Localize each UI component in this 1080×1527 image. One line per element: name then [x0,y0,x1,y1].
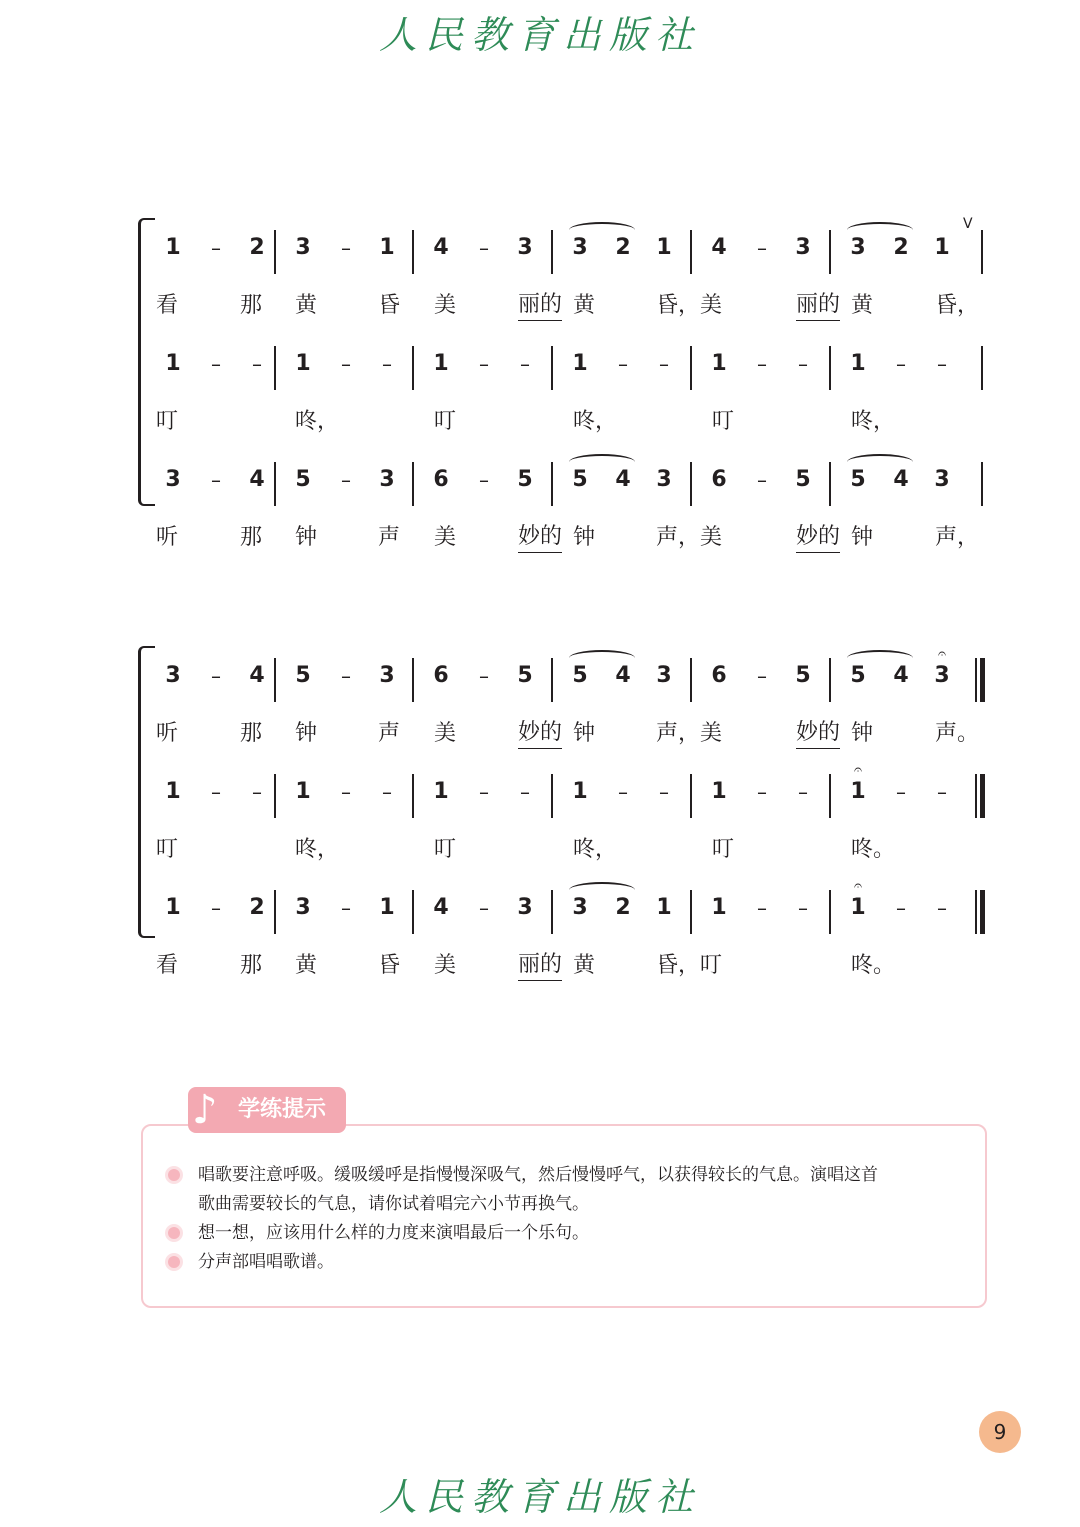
sustain-dash: – [382,780,392,804]
lyric-syllable: 妙的 [518,718,562,749]
lyric-syllable: 钟 [573,525,596,550]
lyric-syllable: 叮 [712,837,735,862]
note-number: 1 [165,779,181,804]
lyric-syllable: 咚， [295,409,340,434]
slur-tie [569,882,635,898]
lyric-syllable: 黄 [573,953,596,978]
note-number: 2 [615,235,631,260]
voice-2-notes [156,762,992,812]
sustain-dash: – [757,352,767,376]
final-barline [975,658,986,702]
lyric-syllable: 声 [378,721,401,746]
barline [274,462,276,506]
note-number: 5 [295,467,311,492]
note-number: 4 [711,235,727,260]
lyric-syllable: 昏 [378,953,401,978]
sustain-dash: – [896,780,906,804]
voice-1-notes [156,646,992,696]
lyric-syllable: 咚， [295,837,340,862]
lyric-syllable: 那 [240,953,263,978]
note-number: 3 [379,663,395,688]
tip-item-continued: 歌曲需要较长的气息，请你试着唱完六小节再换气。 [198,1194,589,1214]
sustain-dash: – [757,468,767,492]
bullet-icon [168,1256,180,1268]
barline [829,774,831,818]
barline [412,890,414,934]
lyric-syllable: 声，美 [656,525,723,550]
barline [412,346,414,390]
slur-tie [847,650,913,666]
note-number: 4 [893,663,909,688]
lyric-syllable: 美 [434,953,457,978]
note-number: 3 [850,235,866,260]
publisher-watermark-top: 人民教育出版社 [378,13,701,57]
note-number: 3 [572,235,588,260]
tip-item: 分声部唱唱歌谱。 [198,1252,334,1272]
lyric-syllable: 叮 [156,837,179,862]
sustain-dash: – [757,896,767,920]
sustain-dash: – [211,236,221,260]
note-number: 3 [572,895,588,920]
lyric-syllable: 妙的 [518,522,562,553]
voice-2-lyrics [156,830,992,870]
lyric-syllable: 那 [240,525,263,550]
note-number: 3 [295,895,311,920]
sustain-dash: – [211,468,221,492]
lyric-syllable: 妙的 [796,718,840,749]
lyric-syllable: 声， [935,525,980,550]
sustain-dash: – [341,664,351,688]
lyric-syllable: 叮 [434,837,457,862]
barline [412,774,414,818]
lyric-syllable: 叮 [156,409,179,434]
sustain-dash: – [252,780,262,804]
note-number: 1 [656,895,672,920]
note-number: 6 [433,663,449,688]
note-number: 5 [517,663,533,688]
note-number: 4 [433,235,449,260]
barline [829,346,831,390]
barline [551,658,553,702]
sustain-dash: – [341,780,351,804]
sustain-dash: – [659,780,669,804]
note-number: 4 [615,467,631,492]
sustain-dash: – [479,896,489,920]
note-number: 5 [517,467,533,492]
note-number: 3 [656,467,672,492]
lyric-syllable: 美 [434,721,457,746]
lyric-syllable: 听 [156,525,179,550]
sustain-dash: – [618,352,628,376]
lyric-syllable: 丽的 [796,290,840,321]
sustain-dash: – [757,780,767,804]
sustain-dash: – [341,896,351,920]
lyric-syllable: 钟 [851,525,874,550]
lyric-syllable: 美 [434,293,457,318]
note-number: 3 [934,663,950,688]
barline [690,230,692,274]
sustain-dash: – [520,352,530,376]
sustain-dash: – [659,352,669,376]
note-number: 3 [165,467,181,492]
sustain-dash: – [341,352,351,376]
barline [274,346,276,390]
sustain-dash: – [757,664,767,688]
note-number: 3 [517,895,533,920]
slur-tie [569,454,635,470]
note-number: 5 [850,663,866,688]
note-number: 3 [656,663,672,688]
lyric-syllable: 看 [156,953,179,978]
barline [829,890,831,934]
note-number: 6 [433,467,449,492]
tip-item: 唱歌要注意呼吸。缓吸缓呼是指慢慢深吸气，然后慢慢呼气，以获得较长的气息。演唱这首 [198,1165,878,1185]
practice-tips-tab [188,1087,346,1133]
sustain-dash: – [896,896,906,920]
barline [829,658,831,702]
sustain-dash: – [757,236,767,260]
sustain-dash: – [479,664,489,688]
lyric-syllable: 咚， [573,409,618,434]
lyric-syllable: 咚。 [851,837,896,862]
barline [551,890,553,934]
barline [690,890,692,934]
note-number: 3 [165,663,181,688]
lyric-syllable: 声 [378,525,401,550]
voice-2-notes [156,344,992,384]
practice-tips-title: 学练提示 [238,1097,327,1122]
note-number: 5 [572,467,588,492]
barline [412,462,414,506]
lyric-syllable: 咚， [573,837,618,862]
note-number: 1 [572,779,588,804]
note-number: 5 [572,663,588,688]
barline [981,462,983,506]
fermata-icon: 𝄐 [854,878,862,894]
bullet-icon [168,1227,180,1239]
note-number: 1 [379,895,395,920]
note-number: 1 [433,779,449,804]
note-number: 5 [795,663,811,688]
lyric-syllable: 看 [156,293,179,318]
lyric-syllable: 昏，叮 [656,953,723,978]
note-number: 6 [711,663,727,688]
voice-3-notes [156,460,992,500]
lyric-syllable: 声。 [935,721,980,746]
note-number: 1 [850,895,866,920]
tip-item: 想一想，应该用什么样的力度来演唱最后一个乐句。 [198,1223,589,1243]
barline [551,230,553,274]
note-number: 3 [795,235,811,260]
barline [551,462,553,506]
slur-tie [569,222,635,238]
bullet-icon [168,1169,180,1181]
sustain-dash: – [382,352,392,376]
barline [981,346,983,390]
voice-3-lyrics [156,946,992,986]
lyric-syllable: 妙的 [796,522,840,553]
note-number: 3 [517,235,533,260]
note-number: 1 [433,351,449,376]
note-number: 1 [711,895,727,920]
sustain-dash: – [520,780,530,804]
sustain-dash: – [341,468,351,492]
lyric-syllable: 钟 [295,525,318,550]
note-number: 2 [249,895,265,920]
sustain-dash: – [937,896,947,920]
voice-1-notes [156,216,992,268]
slur-tie [847,222,913,238]
note-number: 2 [249,235,265,260]
note-number: 1 [850,779,866,804]
sustain-dash: – [798,780,808,804]
note-number: 3 [295,235,311,260]
voice-3-lyrics [156,518,992,558]
lyric-syllable: 美 [434,525,457,550]
voice-1-lyrics [156,286,992,326]
lyric-syllable: 钟 [851,721,874,746]
lyric-syllable: 钟 [573,721,596,746]
note-number: 6 [711,467,727,492]
barline [829,230,831,274]
sustain-dash: – [937,780,947,804]
voice-1-lyrics [156,714,992,754]
note-number: 1 [165,351,181,376]
note-number: 4 [249,663,265,688]
lyric-syllable: 黄 [851,293,874,318]
fermata-icon: 𝄐 [854,762,862,778]
sustain-dash: – [896,352,906,376]
sustain-dash: – [479,468,489,492]
barline [981,230,983,274]
sustain-dash: – [798,352,808,376]
system-brace [138,646,155,938]
note-number: 1 [165,235,181,260]
lyric-syllable: 听 [156,721,179,746]
note-number: 5 [295,663,311,688]
barline [274,774,276,818]
note-number: 4 [893,467,909,492]
lyric-syllable: 黄 [295,293,318,318]
sustain-dash: – [798,896,808,920]
note-number: 1 [572,351,588,376]
lyric-syllable: 钟 [295,721,318,746]
barline [690,462,692,506]
note-number: 1 [711,779,727,804]
note-number: 2 [893,235,909,260]
fermata-icon: 𝄐 [938,646,946,662]
lyric-syllable: 昏， [935,293,980,318]
sustain-dash: – [341,236,351,260]
barline [829,462,831,506]
system-brace [138,218,155,506]
lyric-syllable: 那 [240,293,263,318]
sustain-dash: – [211,780,221,804]
barline [274,658,276,702]
lyric-syllable: 黄 [573,293,596,318]
slur-tie [847,454,913,470]
lyric-syllable: 声，美 [656,721,723,746]
barline [690,774,692,818]
score-system-2 [136,646,996,1016]
note-number: 1 [850,351,866,376]
note-number: 3 [934,467,950,492]
voice-3-notes [156,878,992,928]
barline [274,230,276,274]
barline [690,658,692,702]
note-number: 5 [850,467,866,492]
barline [274,890,276,934]
note-number: 4 [615,663,631,688]
note-number: 1 [295,779,311,804]
sustain-dash: – [479,780,489,804]
final-barline [975,774,986,818]
note-number: 1 [656,235,672,260]
barline [412,230,414,274]
lyric-syllable: 丽的 [518,950,562,981]
lyric-syllable: 昏 [378,293,401,318]
barline [551,774,553,818]
note-number: 5 [795,467,811,492]
publisher-watermark-bottom: 人民教育出版社 [378,1475,701,1519]
lyric-syllable: 丽的 [518,290,562,321]
sustain-dash: – [479,352,489,376]
note-number: 4 [249,467,265,492]
breath-mark: V [963,216,973,232]
barline [551,346,553,390]
note-number: 1 [711,351,727,376]
lyric-syllable: 那 [240,721,263,746]
sustain-dash: – [252,352,262,376]
note-number: 1 [295,351,311,376]
note-number: 1 [165,895,181,920]
final-barline [975,890,986,934]
note-number: 2 [615,895,631,920]
lyric-syllable: 黄 [295,953,318,978]
sustain-dash: – [211,664,221,688]
sustain-dash: – [211,896,221,920]
sustain-dash: – [937,352,947,376]
lyric-syllable: 咚。 [851,953,896,978]
slur-tie [569,650,635,666]
music-note-icon: ♪ [192,1087,218,1133]
score-system-1 [136,218,996,588]
lyric-syllable: 咚， [851,409,896,434]
barline [412,658,414,702]
note-number: 4 [433,895,449,920]
sustain-dash: – [618,780,628,804]
note-number: 1 [934,235,950,260]
lyric-syllable: 昏，美 [656,293,723,318]
lyric-syllable: 叮 [712,409,735,434]
barline [690,346,692,390]
lyric-syllable: 叮 [434,409,457,434]
sustain-dash: – [479,236,489,260]
note-number: 3 [379,467,395,492]
voice-2-lyrics [156,402,992,442]
note-number: 1 [379,235,395,260]
sustain-dash: – [211,352,221,376]
page-number: 9 [979,1411,1021,1453]
